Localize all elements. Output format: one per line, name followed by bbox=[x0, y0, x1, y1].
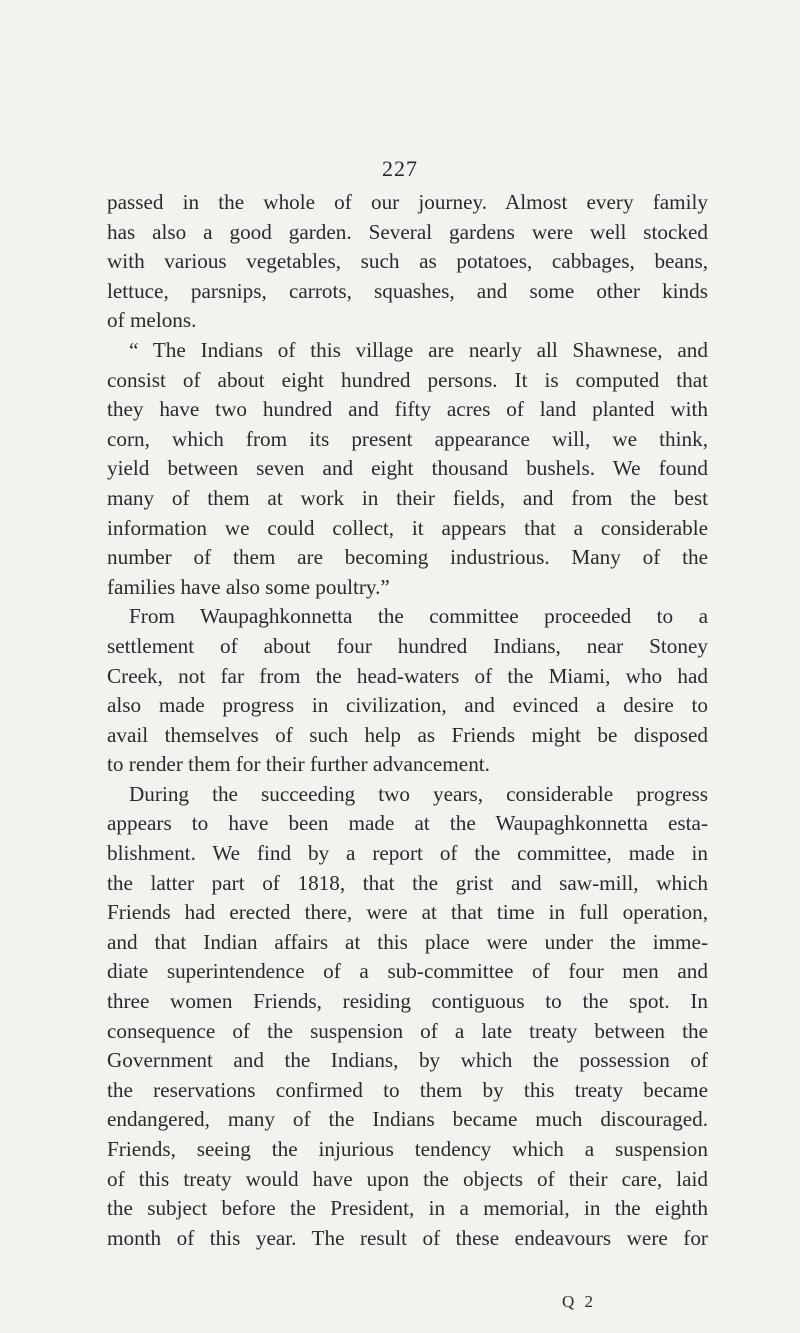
text-line: they have two hundred and fifty acres of land planted with bbox=[107, 397, 708, 422]
text-line: number of them are becoming industrious. Many of the bbox=[107, 545, 708, 570]
text-line: information we could collect, it appears that a considerable bbox=[107, 515, 708, 540]
text-line: Creek, not far from the head-waters of the Miami, who had bbox=[107, 663, 708, 688]
text-line: appears to have been made at the Waupaghkonnetta esta- bbox=[107, 811, 708, 836]
text-line: many of them at work in their fields, and from the best bbox=[107, 485, 708, 510]
text-line: consist of about eight hundred persons. It is computed that bbox=[107, 367, 708, 392]
text-line: also made progress in civilization, and evinced a desire to bbox=[107, 693, 708, 718]
text-line: the reservations confirmed to them by this treaty became bbox=[107, 1077, 708, 1102]
text-line: passed in the whole of our journey. Almost every family bbox=[107, 190, 708, 214]
text-line: the subject before the President, in a memorial, in the eighth bbox=[107, 1196, 708, 1221]
text-line: month of this year. The result of these endeavours were for bbox=[107, 1225, 708, 1250]
text-line: corn, which from its present appearance will, we think, bbox=[107, 426, 708, 451]
text-line: Friends, seeing the injurious tendency which a suspension bbox=[107, 1137, 708, 1161]
text-line: From Waupaghkonnetta the committee proceeded to a bbox=[129, 604, 708, 629]
text-line: and that Indian affairs at this place were under the imme- bbox=[107, 929, 708, 954]
text-line: blishment. We find by a report of the committee, made in bbox=[107, 841, 708, 866]
signature-mark: Q 2 bbox=[562, 1292, 597, 1311]
text-line: with various vegetables, such as potatoes, cabbages, beans, bbox=[107, 249, 708, 274]
text-line: diate superintendence of a sub-committee of four men and bbox=[107, 959, 708, 984]
text-line: to render them for their further advancement. bbox=[107, 752, 490, 777]
text-line: endangered, many of the Indians became much discouraged. bbox=[107, 1107, 708, 1132]
text-line: of this treaty would have upon the objects of their care, laid bbox=[107, 1166, 708, 1191]
text-line: the latter part of 1818, that the grist and saw-mill, which bbox=[107, 870, 708, 895]
text-line: During the succeeding two years, considerable progress bbox=[129, 781, 708, 806]
text-line: families have also some poultry.” bbox=[107, 574, 390, 599]
text-line: three women Friends, residing contiguous to the spot. In bbox=[107, 989, 708, 1014]
page-number: 227 bbox=[382, 156, 418, 181]
text-line: Friends had erected there, were at that time in full operation, bbox=[107, 900, 708, 925]
text-line: yield between seven and eight thousand bushels. We found bbox=[107, 456, 708, 481]
text-line: of melons. bbox=[107, 308, 197, 333]
text-line: Government and the Indians, by which the possession of bbox=[107, 1048, 708, 1073]
text-line: consequence of the suspension of a late treaty between the bbox=[107, 1018, 708, 1043]
text-line: has also a good garden. Several gardens were well stocked bbox=[107, 219, 708, 244]
text-line: avail themselves of such help as Friends might be disposed bbox=[107, 722, 708, 747]
text-line: lettuce, parsnips, carrots, squashes, and some other kinds bbox=[107, 278, 708, 303]
text-line: “ The Indians of this village are nearly all Shawnese, and bbox=[129, 337, 708, 362]
text-line: settlement of about four hundred Indians, near Stoney bbox=[107, 633, 708, 658]
body-text bbox=[107, 188, 708, 1253]
